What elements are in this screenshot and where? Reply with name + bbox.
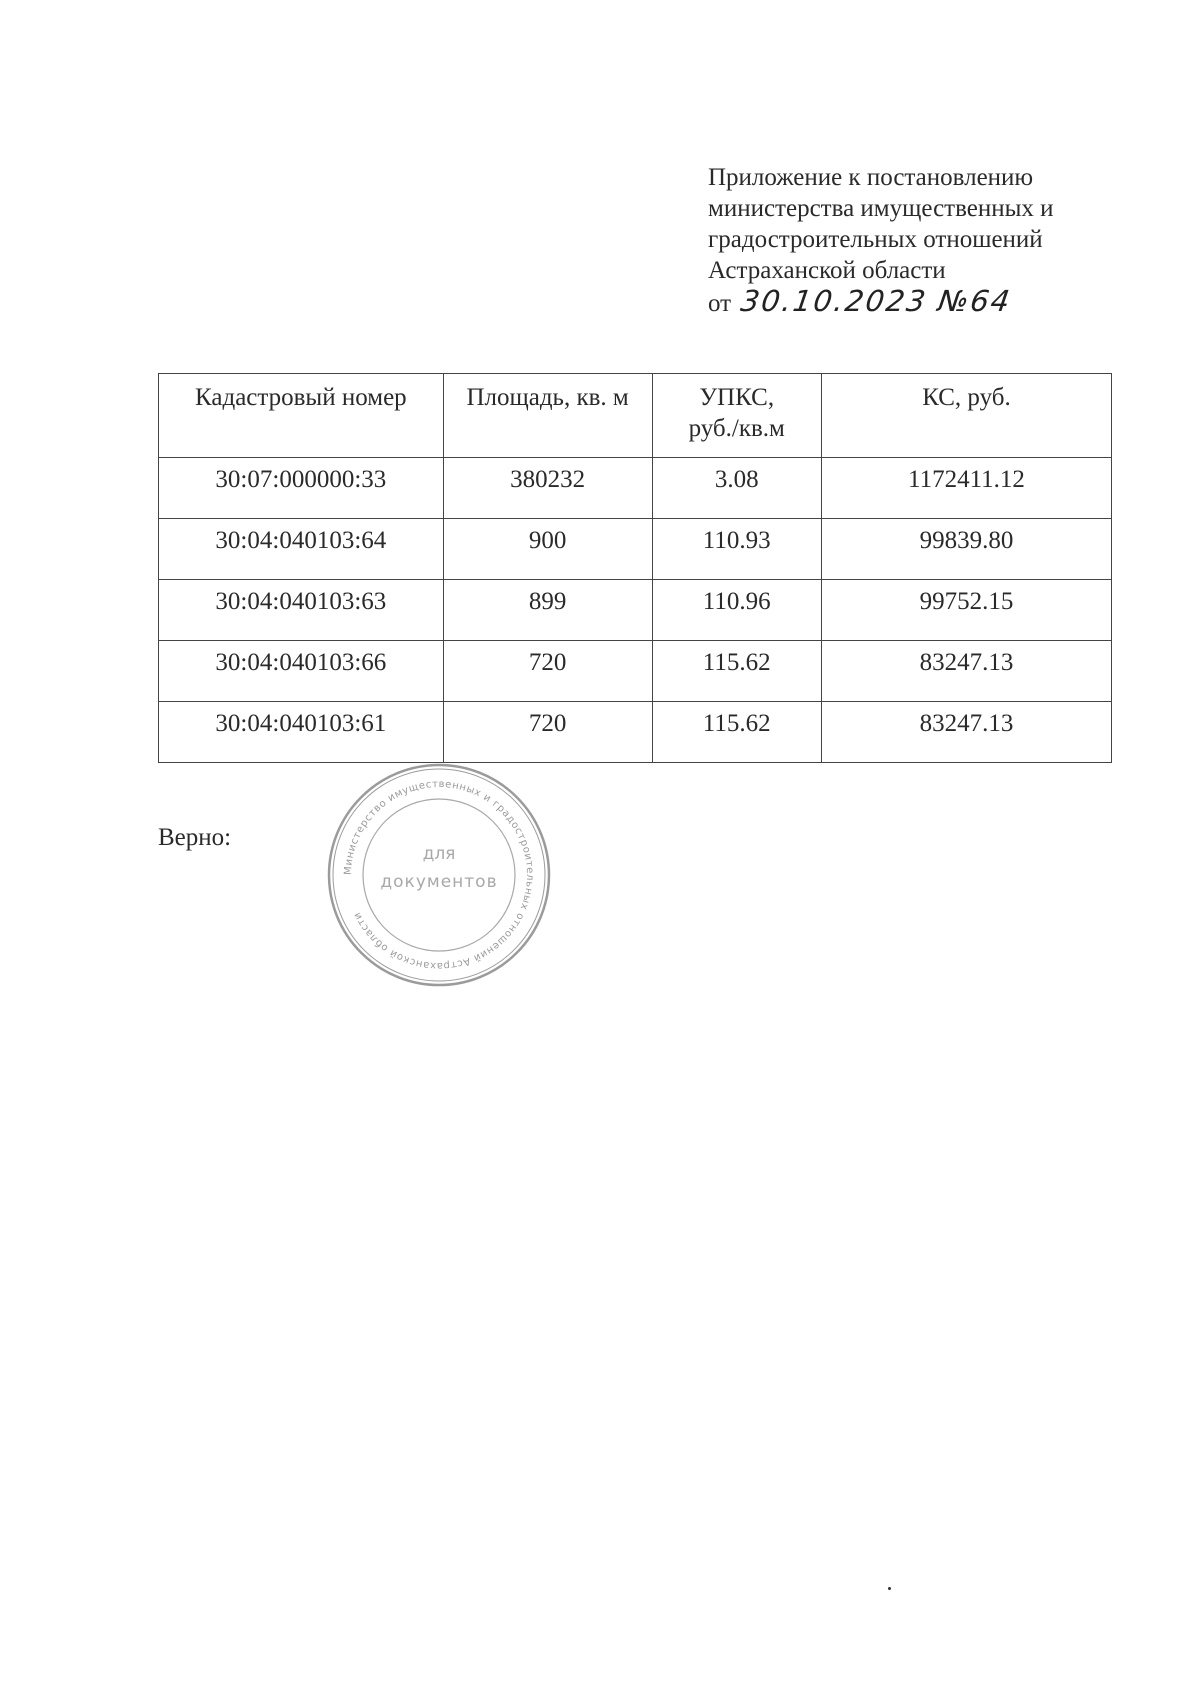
header-ks: КС, руб. [821, 374, 1111, 458]
cell-ks: 83247.13 [821, 702, 1111, 763]
cell-area: 380232 [443, 458, 652, 519]
cell-area: 899 [443, 580, 652, 641]
cell-area: 720 [443, 702, 652, 763]
cell-cadastral-number: 30:04:040103:64 [159, 519, 444, 580]
cell-cadastral-number: 30:04:040103:66 [159, 641, 444, 702]
cell-cadastral-number: 30:07:000000:33 [159, 458, 444, 519]
header-line-1: Приложение к постановлению [708, 164, 1034, 191]
table-row [159, 458, 1112, 519]
cell-upks: 115.62 [652, 641, 821, 702]
cell-cadastral-number: 30:04:040103:63 [159, 580, 444, 641]
cell-upks: 115.62 [652, 702, 821, 763]
table-row [159, 702, 1112, 763]
table-row [159, 641, 1112, 702]
header-upks-text: УПКС, руб./кв.м [688, 384, 785, 442]
date-line [708, 286, 1128, 319]
header-cadastral-number: Кадастровый номер [159, 374, 444, 458]
cell-upks: 110.93 [652, 519, 821, 580]
cell-cadastral-number: 30:04:040103:61 [159, 702, 444, 763]
date-prefix: от [708, 290, 732, 317]
cell-area: 900 [443, 519, 652, 580]
cell-ks: 99839.80 [821, 519, 1111, 580]
header-line-2: министерства имущественных и [708, 195, 1054, 222]
table-row [159, 580, 1112, 641]
header-line-4: Астраханской области [708, 257, 946, 284]
cadastral-table [158, 373, 1112, 763]
stamp-center-text-1: для [422, 844, 456, 864]
cell-area: 720 [443, 641, 652, 702]
cell-ks: 1172411.12 [821, 458, 1111, 519]
header-area: Площадь, кв. м [443, 374, 652, 458]
verno-label: Верно: [158, 824, 232, 851]
table-header-row [159, 374, 1112, 458]
header-upks [652, 374, 821, 458]
cell-ks: 83247.13 [821, 641, 1111, 702]
cell-upks: 110.96 [652, 580, 821, 641]
scan-speck [888, 1587, 891, 1590]
header-line-3: градостроительных отношений [708, 226, 1043, 253]
stamp-center-text-2: документов [380, 872, 498, 892]
appendix-header [708, 162, 1128, 319]
cell-upks: 3.08 [652, 458, 821, 519]
handwritten-date: 30.10.2023 №64 [739, 284, 1015, 318]
cell-ks: 99752.15 [821, 580, 1111, 641]
table-row [159, 519, 1112, 580]
stamp-ring-text: Министерство имущественных и градостроительных отношений Астраханской области [342, 778, 536, 972]
official-stamp [326, 762, 552, 988]
